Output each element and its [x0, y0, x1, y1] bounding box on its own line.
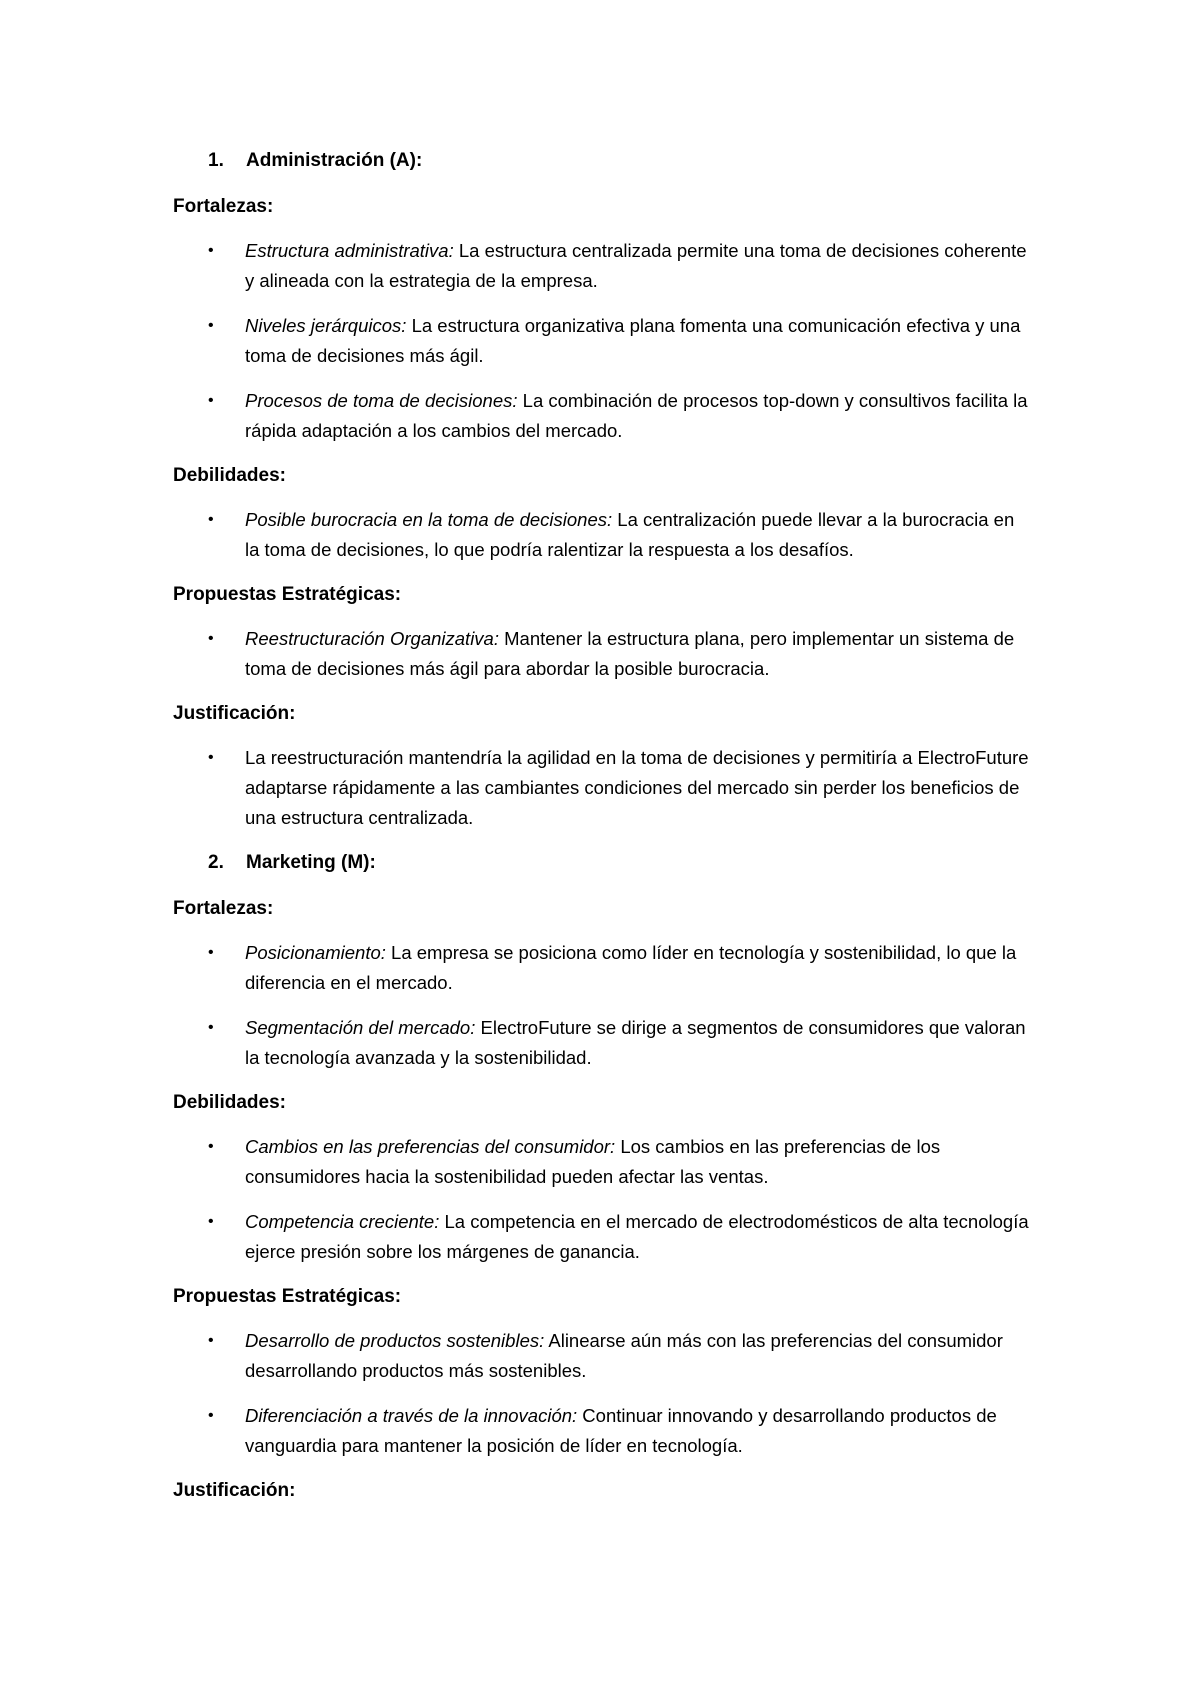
- section-number: 2.: [208, 852, 224, 873]
- section-title: Marketing (M):: [246, 852, 376, 873]
- list-item: [173, 311, 1030, 371]
- list-item: [173, 1207, 1030, 1267]
- list-item: [173, 1013, 1030, 1073]
- bullet-icon: •: [208, 317, 214, 334]
- item-term: Estructura administrativa:: [245, 240, 454, 261]
- bullet-icon: •: [208, 1213, 214, 1230]
- list-item: [173, 505, 1030, 565]
- item-text: La competencia en el mercado de electrodomésticos de alta tecnología ejerce presión sobre los márgenes de ganancia.: [245, 1211, 1029, 1262]
- item-text: La combinación de procesos top-down y consultivos facilita la rápida adaptación a los cambios del mercado.: [245, 390, 1028, 441]
- section-administracion: [173, 146, 1030, 833]
- fortalezas-list: [173, 938, 1030, 1073]
- list-item: [173, 386, 1030, 446]
- propuestas-list: [173, 1326, 1030, 1461]
- item-term: Reestructuración Organizativa:: [245, 628, 499, 649]
- list-item: [173, 743, 1030, 833]
- item-text: La empresa se posiciona como líder en tecnología y sostenibilidad, lo que la diferencia en el mercado.: [245, 942, 1017, 993]
- propuestas-list: [173, 624, 1030, 684]
- item-text: ElectroFuture se dirige a segmentos de consumidores que valoran la tecnología avanzada y la sostenibilidad.: [245, 1017, 1026, 1068]
- bullet-icon: •: [208, 1138, 214, 1155]
- debilidades-heading: Debilidades:: [173, 1092, 286, 1113]
- item-term: Posicionamiento:: [245, 942, 386, 963]
- section-heading: [173, 848, 1030, 878]
- debilidades-heading: Debilidades:: [173, 465, 286, 486]
- justificacion-list: [173, 743, 1030, 833]
- item-text: La reestructuración mantendría la agilidad en la toma de decisiones y permitiría a ElectroFuture adaptarse rápidamente a las cambiantes condiciones del mercado sin perder los beneficios de una estructura centralizada.: [245, 747, 1029, 828]
- list-item: [173, 1132, 1030, 1192]
- fortalezas-list: [173, 236, 1030, 446]
- item-term: Niveles jerárquicos:: [245, 315, 407, 336]
- debilidades-list: [173, 1132, 1030, 1267]
- bullet-icon: •: [208, 944, 214, 961]
- item-text: Continuar innovando y desarrollando productos de vanguardia para mantener la posición de líder en tecnología.: [245, 1405, 997, 1456]
- justificacion-heading: Justificación:: [173, 1480, 296, 1501]
- item-text: La centralización puede llevar a la burocracia en la toma de decisiones, lo que podría ralentizar la respuesta a los desafíos.: [245, 509, 1015, 560]
- list-item: [173, 236, 1030, 296]
- bullet-icon: •: [208, 1332, 214, 1349]
- list-item: [173, 624, 1030, 684]
- propuestas-heading: Propuestas Estratégicas:: [173, 584, 402, 605]
- item-text: La estructura organizativa plana fomenta una comunicación efectiva y una toma de decisiones más ágil.: [245, 315, 1021, 366]
- item-text: Alinearse aún más con las preferencias del consumidor desarrollando productos más sostenibles.: [245, 1330, 1003, 1381]
- list-item: [173, 1401, 1030, 1461]
- section-number: 1.: [208, 150, 224, 171]
- bullet-icon: •: [208, 630, 214, 647]
- section-heading: [173, 146, 1030, 176]
- item-text: Mantener la estructura plana, pero implementar un sistema de toma de decisiones más ágil para abordar la posible burocracia.: [245, 628, 1015, 679]
- bullet-icon: •: [208, 392, 214, 409]
- item-term: Competencia creciente:: [245, 1211, 440, 1232]
- section-marketing: [173, 848, 1030, 1506]
- propuestas-heading: Propuestas Estratégicas:: [173, 1286, 402, 1307]
- item-term: Segmentación del mercado:: [245, 1017, 476, 1038]
- item-term: Cambios en las preferencias del consumidor:: [245, 1136, 616, 1157]
- debilidades-list: [173, 505, 1030, 565]
- item-term: Posible burocracia en la toma de decisiones:: [245, 509, 613, 530]
- item-text: La estructura centralizada permite una toma de decisiones coherente y alineada con la estrategia de la empresa.: [245, 240, 1027, 291]
- bullet-icon: •: [208, 749, 214, 766]
- list-item: [173, 1326, 1030, 1386]
- bullet-icon: •: [208, 1019, 214, 1036]
- fortalezas-heading: Fortalezas:: [173, 898, 274, 919]
- item-term: Desarrollo de productos sostenibles:: [245, 1330, 545, 1351]
- bullet-icon: •: [208, 242, 214, 259]
- bullet-icon: •: [208, 1407, 214, 1424]
- list-item: [173, 938, 1030, 998]
- item-term: Diferenciación a través de la innovación:: [245, 1405, 578, 1426]
- bullet-icon: •: [208, 511, 214, 528]
- justificacion-heading: Justificación:: [173, 703, 296, 724]
- item-term: Procesos de toma de decisiones:: [245, 390, 518, 411]
- fortalezas-heading: Fortalezas:: [173, 196, 274, 217]
- item-text: Los cambios en las preferencias de los consumidores hacia la sostenibilidad pueden afectar las ventas.: [245, 1136, 941, 1187]
- section-title: Administración (A):: [246, 150, 423, 171]
